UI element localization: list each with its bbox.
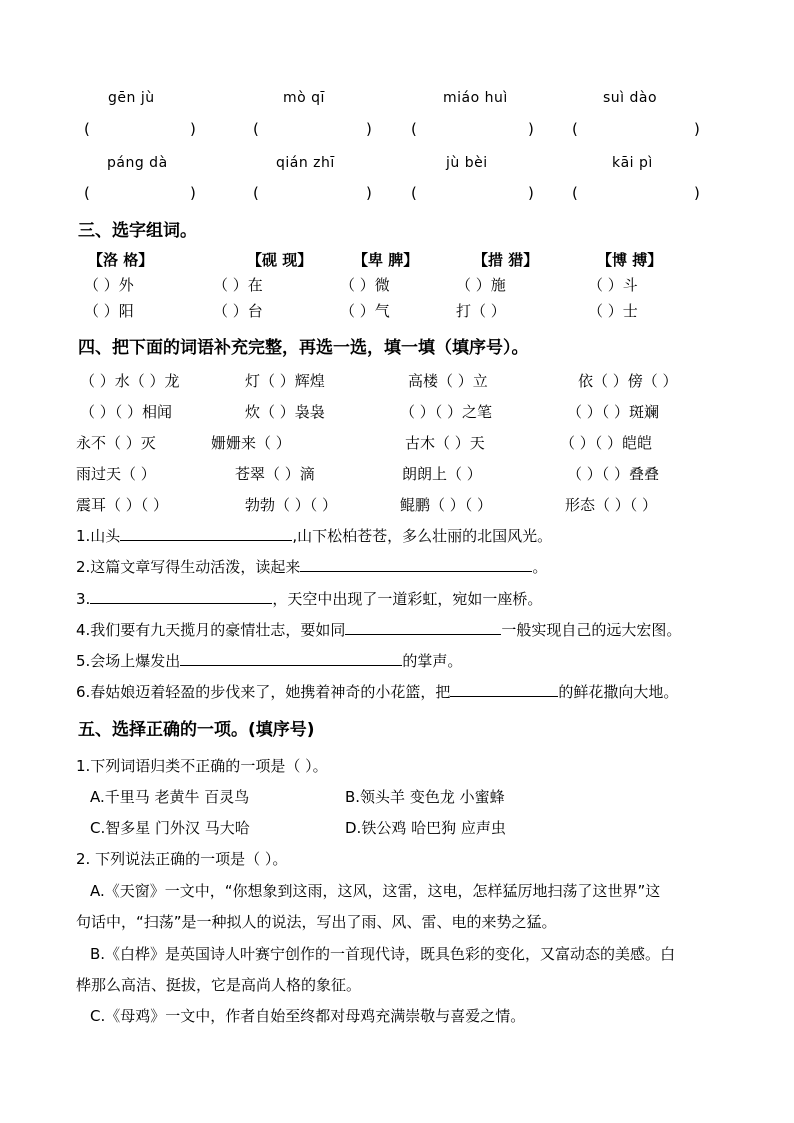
option-b[interactable]: B.《白桦》是英国诗人叶赛宁创作的一首现代诗，既具色彩的变化，又富动态的美感。白 (90, 945, 676, 963)
fill-sentence (76, 681, 678, 702)
answer-bracket-right: ) (528, 184, 534, 202)
sentence-text: 3. (76, 590, 91, 608)
pinyin-word: mò qī (283, 90, 325, 106)
section-3-title: 三、选字组词。 (78, 221, 197, 241)
word-blank[interactable]: （ ）士 (588, 302, 638, 320)
char-choice-label: 【砚 现】 (247, 251, 313, 269)
fill-blank-line[interactable] (120, 526, 292, 541)
sentence-text: 5.会场上爆发出 (76, 652, 181, 670)
fill-blank-line[interactable] (180, 651, 402, 666)
answer-bracket-right: ) (694, 120, 700, 138)
fill-blank-line[interactable] (450, 682, 558, 697)
pinyin-word: qián zhī (276, 155, 335, 171)
idiom-blank[interactable]: 朗朗上（ ） (402, 465, 482, 483)
option-b-continued: 桦那么高洁、挺拔，它是高尚人格的象征。 (76, 976, 362, 994)
fill-blank-line[interactable] (90, 589, 272, 604)
idiom-blank[interactable]: （ ）（ ）斑斓 (567, 403, 660, 421)
word-blank[interactable]: （ ）微 (340, 276, 390, 294)
idiom-blank[interactable]: 形态（ ）（ ） (565, 496, 658, 514)
idiom-blank[interactable]: 永不（ ）灭 (76, 434, 156, 452)
idiom-blank[interactable]: 勃勃（ ）（ ） (245, 496, 338, 514)
sentence-text: 的掌声。 (402, 652, 463, 670)
answer-bracket-left: ( (253, 184, 259, 202)
sentence-text: ，天空中出现了一道彩虹，宛如一座桥。 (272, 590, 543, 608)
idiom-blank[interactable]: 震耳（ ）（ ） (76, 496, 169, 514)
sentence-text: 2.这篇文章写得生动活泼，读起来 (76, 558, 301, 576)
fill-sentence (76, 650, 462, 671)
idiom-blank[interactable]: 依（ ）傍（ ） (578, 372, 678, 390)
sentence-text: 4.我们要有九天揽月的豪情壮志，要如同 (76, 621, 346, 639)
pinyin-word: jù bèi (446, 155, 488, 171)
idiom-blank[interactable]: （ ）（ ）皑皑 (560, 434, 653, 452)
option-c[interactable]: C.《母鸡》一文中，作者自始至终都对母鸡充满崇敬与喜爱之情。 (90, 1007, 526, 1025)
word-blank[interactable]: （ ）外 (84, 276, 134, 294)
idiom-blank[interactable]: 鲲鹏（ ）（ ） (400, 496, 493, 514)
fill-sentence (76, 588, 542, 609)
idiom-blank[interactable]: 高楼（ ）立 (408, 372, 488, 390)
answer-bracket-left: ( (253, 120, 259, 138)
fill-sentence (76, 619, 681, 640)
fill-blank-line[interactable] (300, 557, 532, 572)
answer-bracket-right: ) (528, 120, 534, 138)
answer-bracket-right: ) (366, 184, 372, 202)
idiom-blank[interactable]: （ ）（ ）叠叠 (567, 465, 660, 483)
sentence-text: 的鲜花撒向大地。 (558, 683, 679, 701)
word-blank[interactable]: 打（ ） (456, 302, 506, 320)
section-4-title: 四、把下面的词语补充完整，再选一选，填一填（填序号）。 (78, 338, 529, 358)
answer-bracket-left: ( (572, 120, 578, 138)
char-choice-label: 【卑 脾】 (353, 251, 419, 269)
sentence-text: 6.春姑娘迈着轻盈的步伐来了，她携着神奇的小花篮，把 (76, 683, 451, 701)
pinyin-word: gēn jù (108, 90, 155, 106)
word-blank[interactable]: （ ）阳 (84, 302, 134, 320)
fill-sentence (76, 556, 547, 577)
answer-bracket-left: ( (411, 120, 417, 138)
option-a[interactable]: A.《天窗》一文中，“你想象到这雨，这风，这雷，这电，怎样猛厉地扫荡了这世界”这 (90, 882, 661, 900)
idiom-blank[interactable]: 姗姗来（ ） (211, 434, 291, 452)
option-c[interactable]: C.智多星 门外汉 马大哈 (90, 819, 250, 837)
word-blank[interactable]: （ ）台 (213, 302, 263, 320)
char-choice-label: 【博 搏】 (597, 251, 663, 269)
question-stem: 1.下列词语归类不正确的一项是（ ）。 (76, 757, 328, 775)
sentence-text: 。 (532, 558, 548, 576)
char-choice-label: 【措 猎】 (473, 251, 539, 269)
answer-bracket-right: ) (190, 184, 196, 202)
answer-bracket-left: ( (84, 120, 90, 138)
sentence-text: ,山下松柏苍苍，多么壮丽的北国风光。 (292, 527, 553, 545)
question-stem: 2. 下列说法正确的一项是（ ）。 (76, 850, 288, 868)
answer-bracket-left: ( (411, 184, 417, 202)
idiom-blank[interactable]: 雨过天（ ） (76, 465, 156, 483)
fill-blank-line[interactable] (345, 620, 501, 635)
word-blank[interactable]: （ ）施 (456, 276, 506, 294)
option-d[interactable]: D.铁公鸡 哈巴狗 应声虫 (345, 819, 506, 837)
word-blank[interactable]: （ ）气 (340, 302, 390, 320)
idiom-blank[interactable]: （ ）（ ）相闻 (80, 403, 173, 421)
idiom-blank[interactable]: （ ）水（ ）龙 (80, 372, 180, 390)
idiom-blank[interactable]: 灯（ ）辉煌 (245, 372, 325, 390)
fill-sentence (76, 525, 552, 546)
answer-bracket-right: ) (190, 120, 196, 138)
pinyin-word: miáo huì (443, 90, 508, 106)
idiom-blank[interactable]: 炊（ ）袅袅 (245, 403, 325, 421)
option-b[interactable]: B.领头羊 变色龙 小蜜蜂 (345, 788, 505, 806)
pinyin-word: suì dào (603, 90, 658, 106)
answer-bracket-right: ) (366, 120, 372, 138)
word-blank[interactable]: （ ）斗 (588, 276, 638, 294)
idiom-blank[interactable]: （ ）（ ）之笔 (400, 403, 493, 421)
word-blank[interactable]: （ ）在 (213, 276, 263, 294)
sentence-text: 1.山头 (76, 527, 121, 545)
answer-bracket-left: ( (572, 184, 578, 202)
sentence-text: 一般实现自己的远大宏图。 (501, 621, 682, 639)
char-choice-label: 【洛 格】 (88, 251, 154, 269)
option-a[interactable]: A.千里马 老黄牛 百灵鸟 (90, 788, 250, 806)
option-a-continued: 句话中，“扫荡”是一种拟人的说法，写出了雨、风、雷、电的来势之猛。 (76, 913, 557, 931)
pinyin-word: kāi pì (612, 155, 653, 171)
idiom-blank[interactable]: 苍翠（ ）滴 (235, 465, 315, 483)
pinyin-word: páng dà (107, 155, 168, 171)
idiom-blank[interactable]: 古木（ ）天 (405, 434, 485, 452)
answer-bracket-right: ) (694, 184, 700, 202)
section-5-title: 五、选择正确的一项。(填序号) (78, 720, 315, 740)
answer-bracket-left: ( (84, 184, 90, 202)
